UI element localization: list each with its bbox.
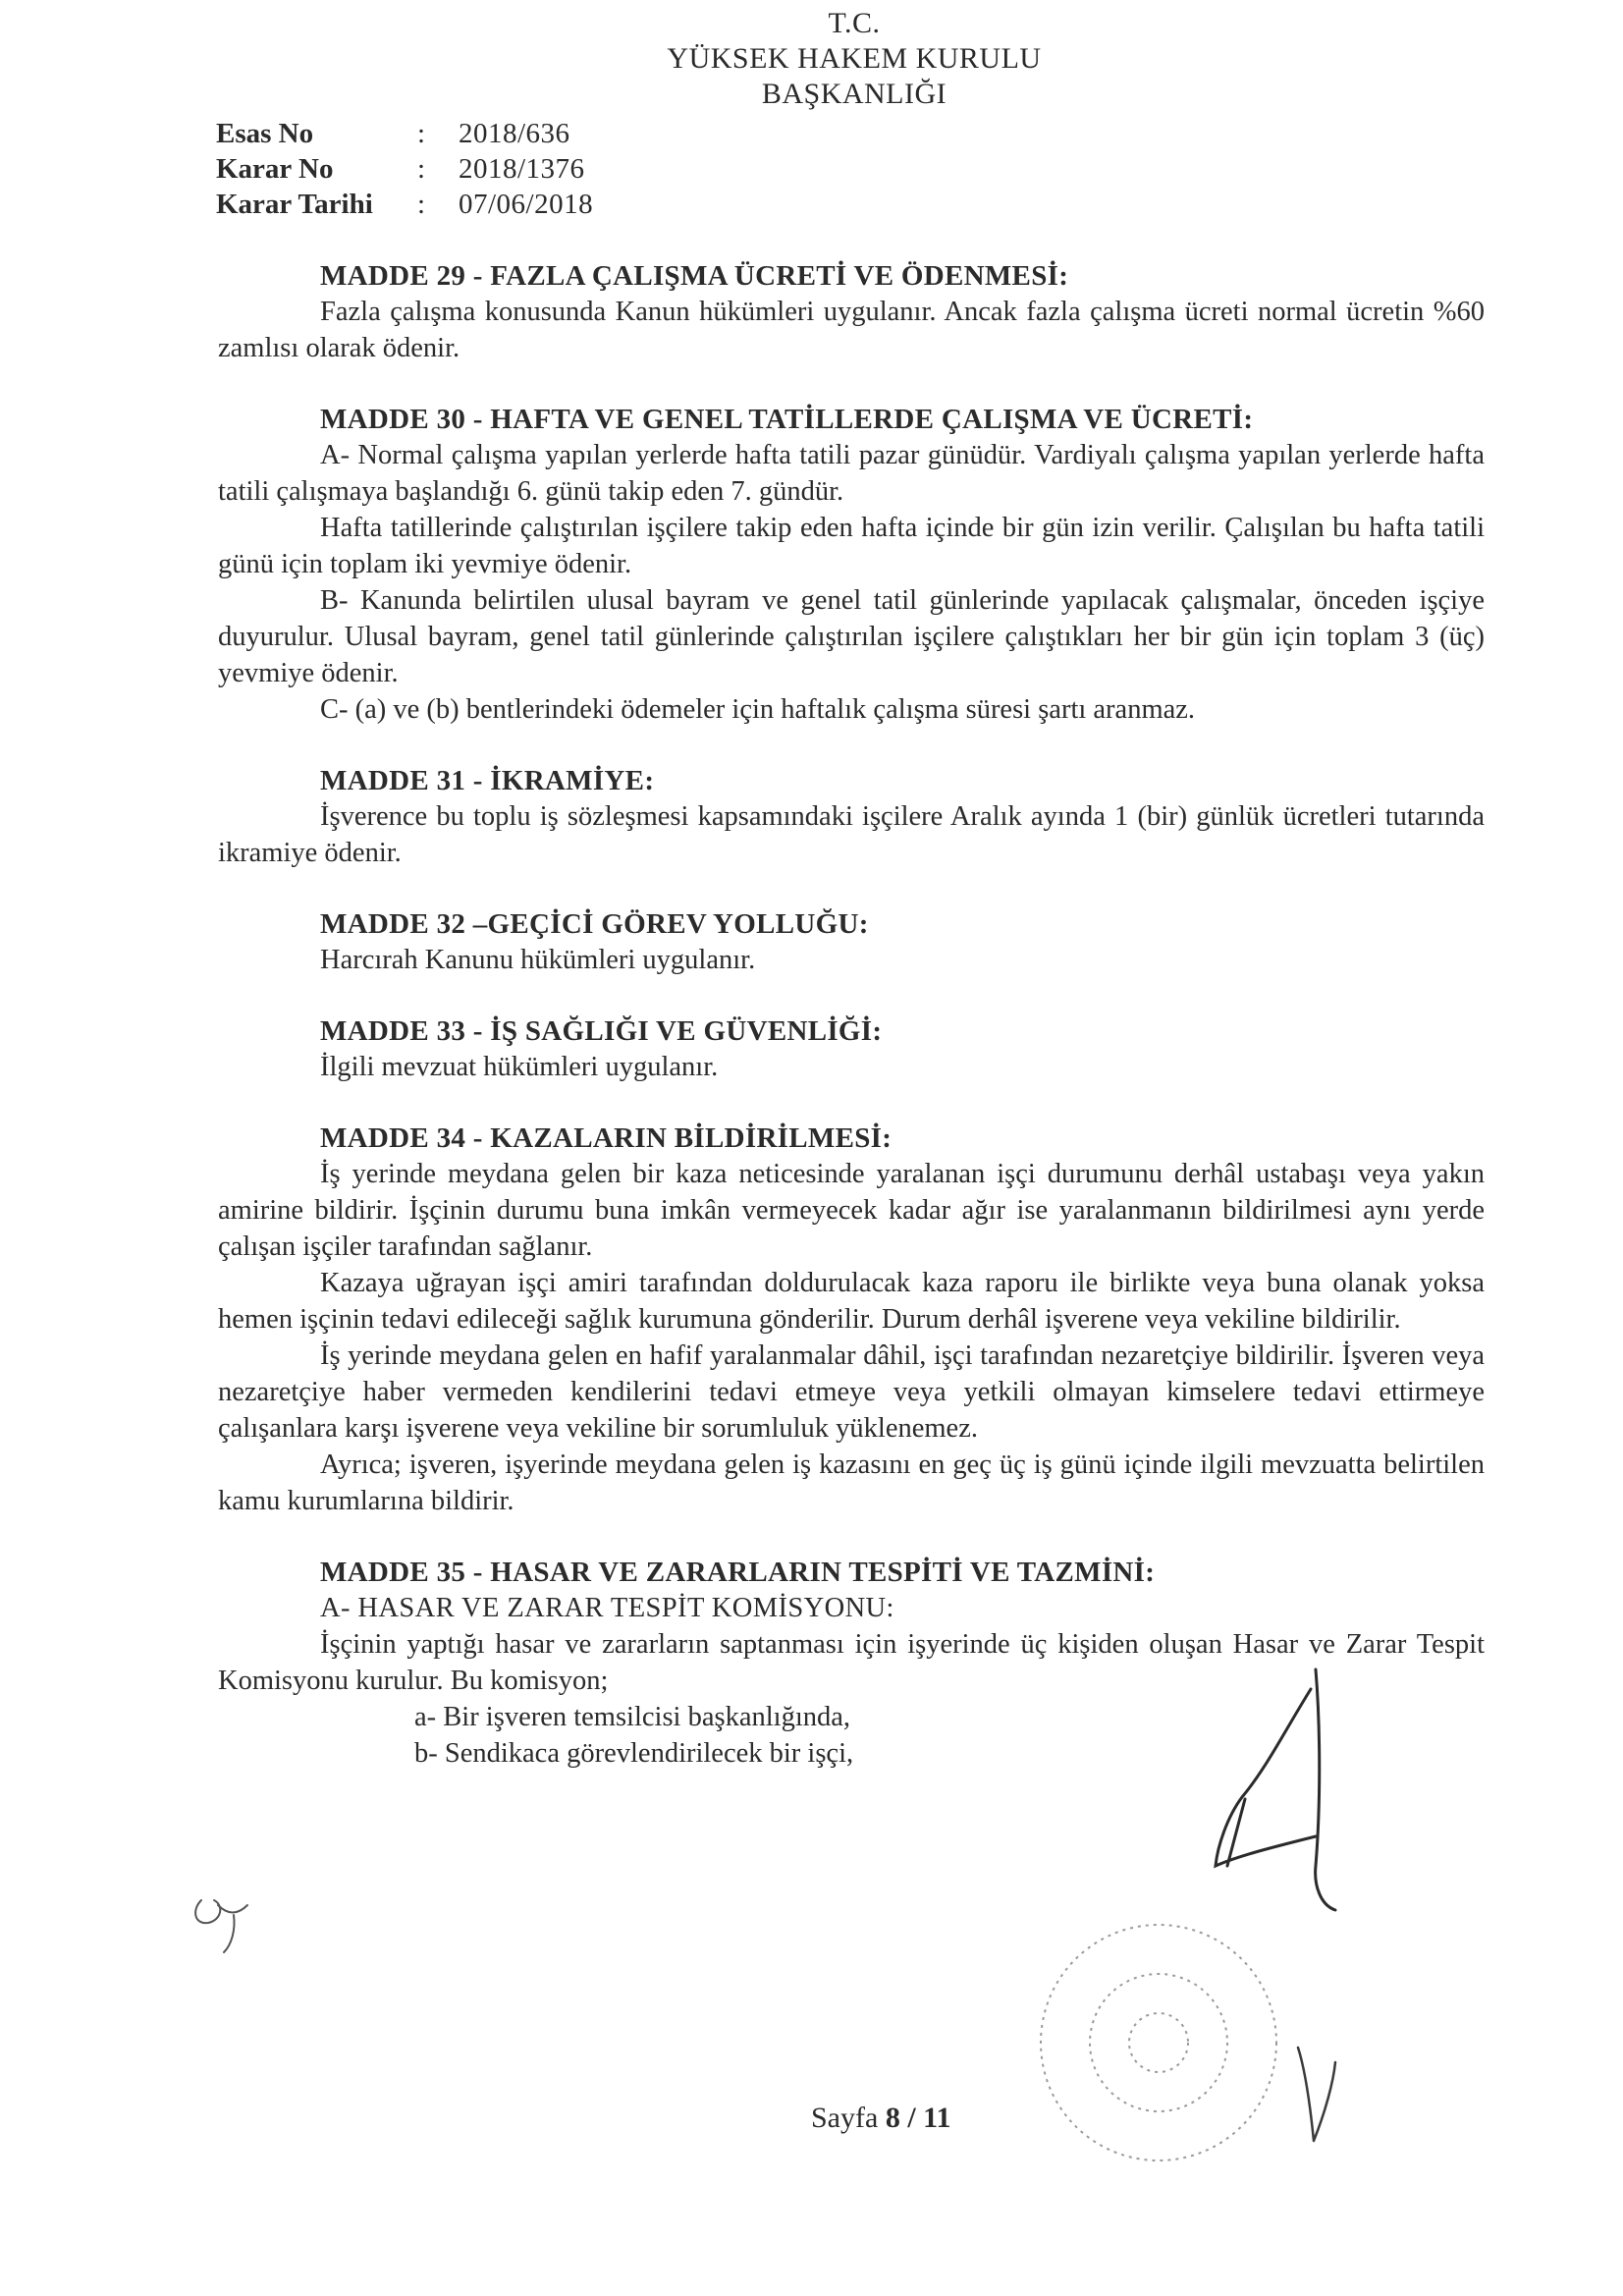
article-33: [218, 1013, 1485, 1085]
article-paragraph: Kazaya uğrayan işçi amiri tarafından doldurulacak kaza raporu ile birlikte veya buna olanak yoksa hemen işçinin tedavi edileceği sağlık kurumuna gönderilir. Durum derhâl işverene veya vekiline bildirilir.: [218, 1268, 1485, 1335]
article-title: MADDE 30 - HAFTA VE GENEL TATİLLERDE ÇALIŞMA VE ÜCRETİ:: [320, 404, 1254, 435]
article-paragraph: Fazla çalışma konusunda Kanun hükümleri uygulanır. Ancak fazla çalışma ücreti normal ücretin %60 zamlısı olarak ödenir.: [218, 297, 1485, 363]
article-29: [218, 258, 1485, 366]
article-title: MADDE 35 - HASAR VE ZARARLARIN TESPİTİ VE TAZMİNİ:: [320, 1557, 1156, 1588]
meta-label: Karar Tarihi: [216, 189, 373, 220]
list-item: a- Bir işveren temsilcisi başkanlığında,: [414, 1702, 851, 1732]
article-35: [218, 1555, 1485, 1772]
header-institution: YÜKSEK HAKEM KURULU: [667, 42, 1042, 75]
article-32: [218, 906, 1485, 978]
meta-row-esas: [216, 116, 593, 151]
article-34: [218, 1121, 1485, 1519]
article-paragraph: Ayrıca; işveren, işyerinde meydana gelen iş kazasını en geç üç iş günü içinde ilgili mevzuatta belirtilen kamu kurumlarına bildirir.: [218, 1449, 1485, 1516]
meta-row-tarih: [216, 187, 593, 222]
initial-mark: [195, 1900, 247, 1952]
article-paragraph: İş yerinde meydana gelen en hafif yaralanmalar dâhil, işçi tarafından nezaretçiye bildirilir. İşveren veya nezaretçiye haber vermeden kendilerini tedavi etmeye veya yetkili olmayan kimselere tedavi ettirmeye çalışanlara karşı işverene veya vekiline bir sorumluluk yüklenemez.: [218, 1340, 1485, 1444]
article-title: MADDE 33 - İŞ SAĞLIĞI VE GÜVENLİĞİ:: [320, 1015, 883, 1047]
article-paragraph: İlgili mevzuat hükümleri uygulanır.: [320, 1052, 719, 1082]
page-number: 8 / 11: [885, 2102, 951, 2134]
article-paragraph: Harcırah Kanunu hükümleri uygulanır.: [320, 945, 756, 975]
article-paragraph: C- (a) ve (b) bentlerindeki ödemeler için haftalık çalışma süresi şartı aranmaz.: [320, 694, 1196, 725]
margin-check-mark: [1298, 2048, 1335, 2141]
stamp-seal: [1041, 1925, 1276, 2160]
article-paragraph: İşverence bu toplu iş sözleşmesi kapsamındaki işçilere Aralık ayında 1 (bir) günlük ücretleri tutarında ikramiye ödenir.: [218, 801, 1485, 868]
article-paragraph: İşçinin yaptığı hasar ve zararların saptanması için işyerinde üç kişiden oluşan Hasar ve Zarar Tespit Komisyonu kurulur. Bu komisyon;: [218, 1629, 1485, 1696]
page-label: Sayfa: [811, 2102, 879, 2134]
article-31: [218, 763, 1485, 871]
article-title: MADDE 34 - KAZALARIN BİLDİRİLMESİ:: [320, 1122, 893, 1154]
meta-value: 2018/636: [459, 118, 570, 149]
article-paragraph: İş yerinde meydana gelen bir kaza neticesinde yaralanan işçi durumunu derhâl ustabaşı veya yakın amirine bildirir. İşçinin durumu buna imkân vermeyecek kadar ağır ise yaralanmanın bildirilmesi aynı yerde çalışan işçiler tarafından sağlanır.: [218, 1159, 1485, 1262]
article-title: MADDE 31 - İKRAMİYE:: [320, 765, 655, 796]
article-paragraph: Hafta tatillerinde çalıştırılan işçilere takip eden hafta içinde bir gün izin verilir. Çalışılan bu hafta tatili günü için toplam iki yevmiye ödenir.: [218, 513, 1485, 579]
article-paragraph: A- Normal çalışma yapılan yerlerde hafta tatili pazar günüdür. Vardiyalı çalışma yapılan yerlerde hafta tatili çalışmaya başlandığı 6. günü takip eden 7. gündür.: [218, 440, 1485, 507]
header-country: T.C.: [828, 7, 881, 39]
meta-colon: :: [417, 189, 426, 220]
meta-value: 07/06/2018: [459, 189, 594, 220]
document-header: [550, 6, 1159, 112]
meta-row-karar: [216, 151, 593, 187]
header-department: BAŞKANLIĞI: [761, 78, 947, 110]
document-body: [218, 258, 1485, 1807]
article-30: [218, 402, 1485, 728]
article-subtitle: A- HASAR VE ZARAR TESPİT KOMİSYONU:: [320, 1593, 894, 1623]
article-title: MADDE 29 - FAZLA ÇALIŞMA ÜCRETİ VE ÖDENMESİ:: [320, 260, 1069, 292]
page-footer: [811, 2102, 951, 2135]
meta-value: 2018/1376: [459, 153, 585, 185]
article-paragraph: B- Kanunda belirtilen ulusal bayram ve genel tatil günlerinde yapılacak çalışmalar, önceden işçiye duyurulur. Ulusal bayram, genel tatil günlerinde çalıştırılan işçilere çalıştıkları her bir gün için toplam 3 (üç) yevmiye ödenir.: [218, 585, 1485, 688]
article-title: MADDE 32 –GEÇİCİ GÖREV YOLLUĞU:: [320, 908, 869, 940]
list-item: b- Sendikaca görevlendirilecek bir işçi,: [414, 1738, 854, 1769]
meta-colon: :: [417, 118, 426, 149]
meta-label: Esas No: [216, 118, 314, 149]
meta-label: Karar No: [216, 153, 334, 185]
meta-colon: :: [417, 153, 426, 185]
case-metadata: [216, 116, 593, 222]
